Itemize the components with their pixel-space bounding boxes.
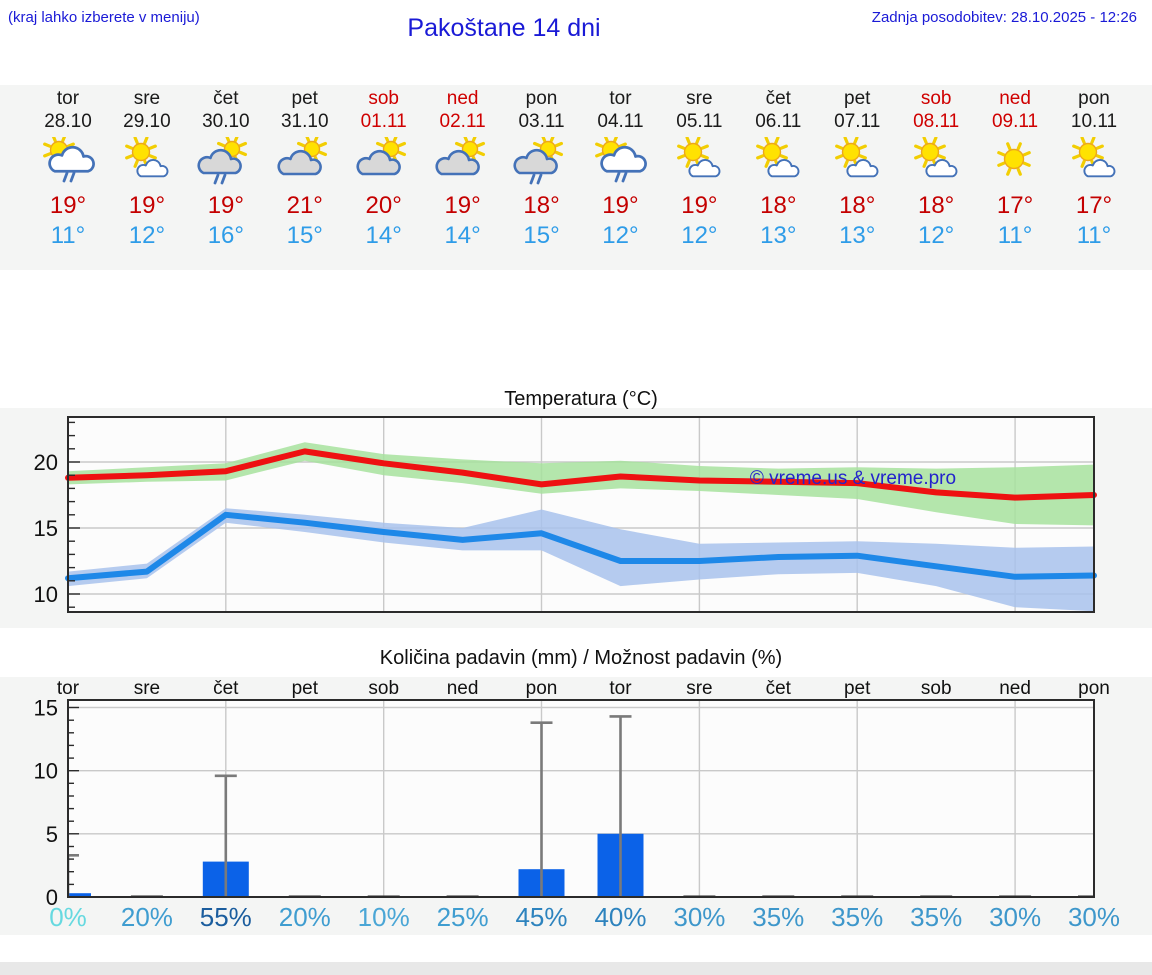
day-abbr: tor (609, 88, 632, 109)
sun-cloud-rain-icon (581, 137, 660, 190)
sun-smallcloud-glyph (670, 137, 728, 185)
day-date: 06.11 (755, 111, 802, 132)
page-title: Pakoštane 14 dni (407, 14, 601, 42)
day-date: 08.11 (913, 111, 960, 132)
day-date: 31.10 (280, 111, 329, 132)
x-axis-day-label: pon (1078, 678, 1110, 699)
day-date: 30.10 (202, 111, 250, 132)
x-axis-day-label: sob (920, 678, 952, 699)
precip-probability-label: 55% (199, 902, 252, 932)
x-axis-day-label: sre (686, 678, 713, 699)
forecast-day-30.10 (186, 88, 265, 252)
temp-max: 17° (1075, 192, 1113, 219)
x-axis-day-label: pet (291, 678, 319, 699)
x-axis-day-label: pet (843, 678, 871, 699)
temp-max: 19° (602, 192, 639, 219)
sun-cloud-rain-glyph (591, 137, 649, 185)
forecast-day-05.11 (660, 88, 739, 252)
precip-probability-label: 25% (436, 902, 489, 932)
day-abbr: sob (920, 88, 952, 109)
forecast-day-31.10 (265, 88, 344, 252)
precip-chart-title: Količina padavin (mm) / Možnost padavin (%) (379, 647, 783, 669)
precip-probability-label: 45% (515, 902, 568, 932)
footer-bar (0, 962, 1152, 975)
sun-graycloud-rain-icon (502, 137, 581, 190)
temperature-chart (0, 408, 1152, 628)
day-abbr: pet (291, 88, 318, 109)
x-axis-day-label: pon (525, 678, 558, 699)
temp-max: 20° (365, 192, 402, 219)
temp-max: 18° (839, 192, 876, 219)
precip-probability-label: 0% (49, 902, 87, 932)
day-date: 05.11 (676, 111, 723, 132)
sun-smallcloud-glyph (118, 137, 176, 185)
day-date: 09.11 (991, 111, 1039, 132)
temp-min: 16° (207, 222, 244, 249)
sun-graycloud-icon (423, 137, 502, 190)
forecast-day-10.11 (1055, 88, 1134, 252)
sun-cloud-rain-glyph (39, 137, 97, 185)
temp-min: 13° (839, 222, 876, 249)
sun-glyph (986, 137, 1044, 185)
day-abbr: pet (844, 88, 871, 109)
precip-probability-label: 10% (357, 902, 410, 932)
temp-max: 17° (996, 192, 1034, 219)
temp-min: 11° (997, 222, 1033, 249)
precip-probability-label: 35% (752, 902, 805, 932)
x-axis-day-label: ned (446, 678, 479, 699)
y-tick-label: 15 (33, 516, 58, 541)
temp-min: 13° (760, 222, 797, 249)
day-date: 28.10 (44, 111, 92, 132)
temperature-chart-title: Temperatura (°C) (504, 388, 658, 410)
temp-max: 19° (444, 192, 481, 219)
day-date: 01.11 (360, 111, 407, 132)
day-abbr: sre (686, 88, 713, 109)
temp-min: 14° (365, 222, 402, 249)
temp-min: 15° (523, 222, 560, 249)
temp-min: 12° (917, 222, 955, 249)
x-axis-day-label: tor (609, 678, 632, 699)
y-tick-label: 20 (33, 450, 58, 475)
forecast-day-01.11 (344, 88, 423, 252)
precip-probability-label: 35% (910, 902, 963, 932)
forecast-day-03.11 (502, 88, 581, 252)
forecast-day-06.11 (739, 88, 818, 252)
sun-smallcloud-icon (1055, 137, 1134, 190)
x-axis-day-label: čet (765, 678, 791, 699)
x-axis-day-label: sre (133, 678, 161, 699)
day-date: 04.11 (597, 111, 644, 132)
precip-probability-label: 20% (120, 902, 173, 932)
sun-smallcloud-glyph (907, 137, 965, 185)
day-date: 29.10 (123, 111, 171, 132)
sun-graycloud-icon (344, 137, 423, 190)
sun-graycloud-icon (265, 137, 344, 190)
forecast-day-02.11 (423, 88, 502, 252)
y-tick-label: 15 (33, 695, 58, 721)
y-tick-label: 0 (45, 885, 58, 910)
sun-graycloud-rain-glyph (513, 137, 571, 185)
day-abbr: čet (213, 88, 239, 109)
precip-chart (0, 675, 1152, 937)
temp-min: 12° (602, 222, 639, 249)
temp-max: 21° (286, 192, 323, 219)
sun-cloud-rain-icon (29, 137, 108, 190)
day-abbr: čet (765, 88, 791, 109)
temp-max: 18° (760, 192, 797, 219)
sun-graycloud-rain-icon (186, 137, 265, 190)
forecast-day-29.10 (107, 88, 186, 252)
forecast-day-08.11 (897, 88, 976, 252)
temp-max: 18° (523, 192, 560, 219)
temp-min: 11° (1076, 222, 1112, 249)
day-abbr: tor (56, 88, 80, 109)
precip-probability-label: 20% (278, 902, 331, 932)
day-date: 02.11 (439, 111, 486, 132)
sun-smallcloud-icon (739, 137, 818, 190)
day-abbr: pon (1078, 88, 1110, 109)
precip-probability-label: 35% (831, 902, 884, 932)
day-abbr: sob (368, 88, 399, 109)
precip-probability-label: 30% (1067, 902, 1121, 932)
forecast-day-04.11 (581, 88, 660, 252)
y-tick-label: 10 (33, 582, 58, 607)
temp-max: 19° (207, 192, 244, 219)
day-abbr: sre (133, 88, 161, 109)
sun-smallcloud-icon (107, 137, 186, 190)
precip-probability-label: 30% (989, 902, 1042, 932)
forecast-day-09.11 (976, 88, 1055, 252)
precip-probability-label: 30% (673, 902, 726, 932)
day-date: 07.11 (834, 111, 881, 132)
sun-smallcloud-icon (818, 137, 897, 190)
y-tick-label: 10 (33, 758, 58, 784)
forecast-day-07.11 (818, 88, 897, 252)
x-axis-day-label: čet (213, 678, 239, 699)
temp-min: 11° (50, 222, 86, 249)
sun-graycloud-glyph (355, 137, 413, 185)
temp-min: 12° (681, 222, 718, 249)
temp-max: 18° (917, 192, 955, 219)
day-abbr: pon (525, 88, 558, 109)
day-date: 10.11 (1070, 111, 1118, 132)
sun-smallcloud-icon (897, 137, 976, 190)
x-axis-day-label: ned (999, 678, 1031, 699)
temp-max: 19° (49, 192, 87, 219)
y-tick-label: 5 (45, 821, 58, 847)
temp-min: 12° (128, 222, 166, 249)
sun-smallcloud-icon (660, 137, 739, 190)
temp-max: 19° (681, 192, 718, 219)
watermark-text: © vreme.us & vreme.pro (749, 468, 957, 489)
forecast-day-28.10 (29, 88, 108, 252)
precip-probability-label: 40% (594, 902, 647, 932)
day-abbr: ned (999, 88, 1031, 109)
day-abbr: ned (446, 88, 479, 109)
sun-smallcloud-glyph (828, 137, 886, 185)
sun-icon (976, 137, 1055, 190)
sun-graycloud-glyph (434, 137, 492, 185)
sun-graycloud-rain-glyph (197, 137, 255, 185)
last-updated-text: Zadnja posodobitev: 28.10.2025 - 12:26 (871, 9, 1137, 26)
x-axis-day-label: tor (56, 678, 80, 699)
sun-smallcloud-glyph (1065, 137, 1123, 185)
temp-min: 15° (286, 222, 323, 249)
sun-graycloud-glyph (276, 137, 334, 185)
location-menu-hint: (kraj lahko izberete v meniju) (8, 9, 200, 26)
x-axis-day-label: sob (368, 678, 400, 699)
temp-min: 14° (444, 222, 481, 249)
temp-max: 19° (128, 192, 166, 219)
day-date: 03.11 (518, 111, 565, 132)
sun-smallcloud-glyph (749, 137, 807, 185)
